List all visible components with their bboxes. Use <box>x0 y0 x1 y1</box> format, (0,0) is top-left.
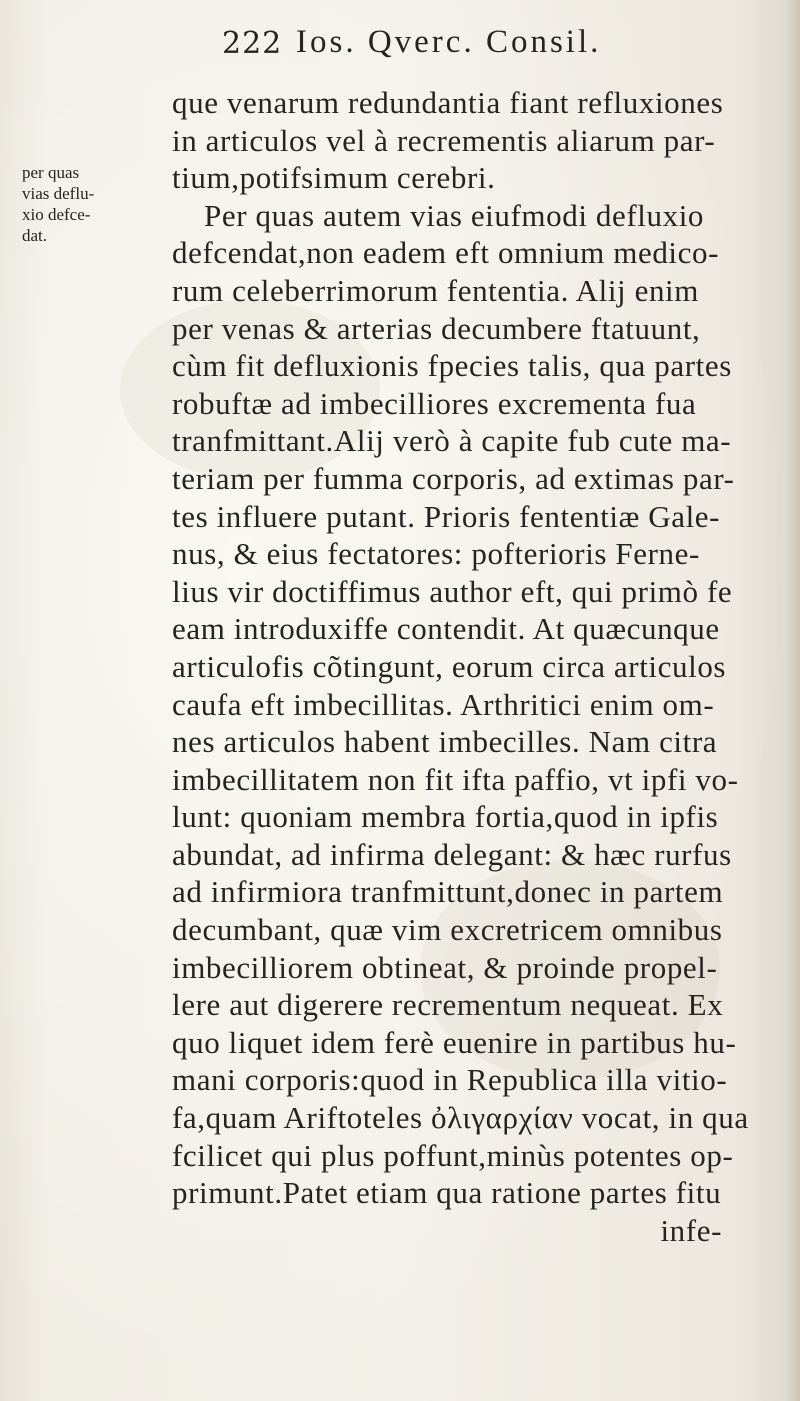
text-line: nes articulos habent imbecilles. Nam citra <box>172 724 718 760</box>
margin-note <box>22 162 104 246</box>
text-line: teriam per fumma corporis, ad extimas par- <box>172 460 735 496</box>
text-line: lunt: quoniam membra fortia,quod in ipfis <box>172 799 719 835</box>
text-line: lius vir doctiffimus author eft, qui primò fe <box>172 573 733 609</box>
text-line: imbecillitatem non fit ifta paffio, vt ipfi vo- <box>172 761 739 797</box>
page-header <box>0 20 800 70</box>
text-line: rum celeberrimorum fententia. Alij enim <box>172 272 699 308</box>
text-line: per venas & arterias decumbere ftatuunt, <box>172 310 701 346</box>
text-line: caufa eft imbecillitas. Arthritici enim om- <box>172 686 715 722</box>
text-line: fcilicet qui plus poffunt,minùs potentes op- <box>172 1137 734 1173</box>
body-text <box>172 84 749 1249</box>
text-line: robuftæ ad imbecilliores excrementa fua <box>172 385 697 421</box>
text-line: decumbant, quæ vim excretricem omnibus <box>172 912 723 948</box>
text-line: abundat, ad infirma delegant: & hæc rurfus <box>172 836 732 872</box>
margin-note-line: per quas <box>22 163 80 182</box>
text-line: eam introduxiffe contendit. At quæcunque <box>172 611 720 647</box>
text-line: fa,quam Ariftoteles ὀλιγαρχίαν vocat, in qua <box>172 1100 749 1136</box>
margin-note-line: xio defce- <box>22 205 91 224</box>
text-line: tes influere putant. Prioris fententiæ Gale- <box>172 498 721 534</box>
page-edge <box>786 0 800 1401</box>
text-line: nus, & eius fectatores: pofterioris Ferne- <box>172 536 700 572</box>
text-line: articulofis cõtingunt, eorum circa articulos <box>172 648 727 684</box>
text-line: cùm fit defluxionis fpecies talis, qua partes <box>172 348 732 384</box>
text-line: que venarum redundantia fiant refluxiones <box>172 85 724 120</box>
text-line: primunt.Patet etiam qua ratione partes fitu <box>172 1175 722 1211</box>
margin-note-line: dat. <box>22 226 48 245</box>
running-head: Ios. Qverc. Consil. <box>296 24 602 60</box>
text-line: defcendat,non eadem eft omnium medico- <box>172 235 720 271</box>
text-line: ad infirmiora tranfmittunt,donec in partem <box>172 874 724 910</box>
text-line: imbecilliorem obtineat, & proinde propel- <box>172 949 718 985</box>
text-line: tium,potifsimum cerebri. <box>172 160 496 196</box>
text-line: lere aut digerere recrementum nequeat. Ex <box>172 987 724 1023</box>
text-line: tranfmittant.Alij verò à capite fub cute ma- <box>172 423 732 459</box>
margin-note-line: vias deflu- <box>22 184 95 203</box>
text-line: in articulos vel à recrementis aliarum par- <box>172 122 716 158</box>
text-line: mani corporis:quod in Republica illa vitio- <box>172 1062 728 1098</box>
catchword: infe- <box>660 1212 722 1248</box>
text-line: Per quas autem vias eiufmodi defluxio <box>204 197 705 233</box>
page-number: 222 <box>222 26 283 61</box>
text-line: quo liquet idem ferè euenire in partibus hu- <box>172 1024 737 1060</box>
